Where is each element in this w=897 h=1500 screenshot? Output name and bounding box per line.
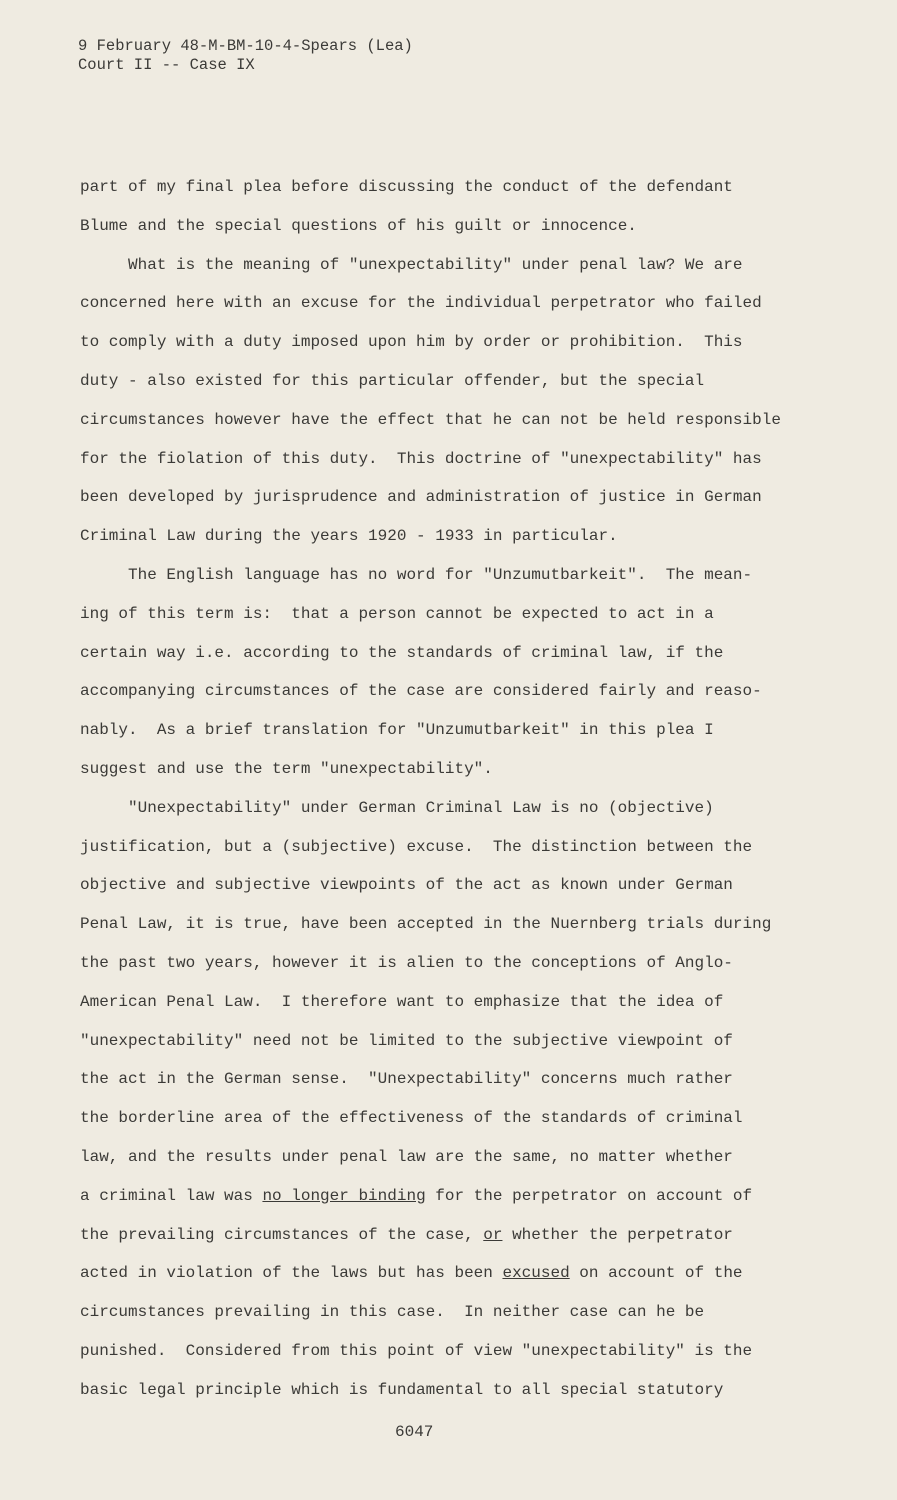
text-line <box>80 875 733 895</box>
text-segment: a criminal law was <box>80 1186 263 1205</box>
text-line <box>80 992 723 1012</box>
text-segment: whether the perpetrator <box>502 1225 733 1244</box>
text-segment: acted in violation of the laws but has been <box>80 1264 503 1283</box>
text-line <box>80 1108 743 1128</box>
text-line <box>80 1302 704 1322</box>
text-segment: the act in the German sense. "Unexpectability" concerns much rather <box>80 1070 733 1089</box>
text-line <box>80 1380 723 1400</box>
text-line <box>80 332 743 352</box>
text-segment: certain way i.e. according to the standards of criminal law, if the <box>80 643 724 662</box>
text-line <box>80 837 752 857</box>
text-line <box>80 720 714 740</box>
text-segment: on account of the <box>569 1264 743 1283</box>
text-line <box>80 487 762 507</box>
underlined-text: or <box>483 1225 503 1244</box>
text-segment: concerned here with an excuse for the individual perpetrator who failed <box>80 294 762 313</box>
text-segment: the borderline area of the effectiveness of the standards of criminal <box>80 1109 743 1128</box>
text-line <box>80 681 762 701</box>
text-line <box>80 1031 733 1051</box>
text-line <box>80 604 714 624</box>
text-segment: ing of this term is: that a person cannot be expected to act in a <box>80 604 714 623</box>
text-line <box>80 1225 733 1245</box>
underlined-text: excused <box>502 1264 570 1283</box>
text-line <box>80 1341 752 1361</box>
text-segment: What is the meaning of "unexpectability" under penal law? We are <box>128 255 743 274</box>
text-segment: nably. As a brief translation for "Unzumutbarkeit" in this plea I <box>80 721 714 740</box>
text-line <box>80 177 733 197</box>
text-segment: been developed by jurisprudence and administration of justice in German <box>80 488 762 507</box>
text-segment: accompanying circumstances of the case are considered fairly and reaso- <box>80 682 762 701</box>
text-segment: part of my final plea before discussing the conduct of the defendant <box>80 178 733 196</box>
text-line <box>80 216 637 236</box>
text-segment: The English language has no word for "Unzumutbarkeit". The mean- <box>128 566 753 584</box>
text-segment: Penal Law, it is true, have been accepted in the Nuernberg trials during <box>80 915 772 934</box>
text-line <box>80 526 618 546</box>
text-line <box>80 914 771 934</box>
text-line <box>80 293 762 313</box>
text-line <box>80 449 762 469</box>
text-line <box>80 1147 733 1167</box>
text-segment: the past two years, however it is alien to the conceptions of Anglo- <box>80 954 733 972</box>
text-segment: justification, but a (subjective) excuse. The distinction between the <box>80 837 753 856</box>
text-line <box>80 759 493 779</box>
text-segment: law, and the results under penal law are the same, no matter whether <box>80 1148 733 1166</box>
text-segment: circumstances however have the effect that he can not be held responsible <box>80 410 781 429</box>
text-line <box>128 255 743 275</box>
text-line <box>80 371 704 391</box>
text-segment: "unexpectability" need not be limited to the subjective viewpoint of <box>80 1031 733 1050</box>
text-segment: for the fiolation of this duty. This doctrine of "unexpectability" has <box>80 449 762 468</box>
text-segment: for the perpetrator on account of <box>425 1186 753 1205</box>
text-segment: Criminal Law during the years 1920 - 1933 in particular. <box>80 527 618 546</box>
text-segment: objective and subjective viewpoints of the act as known under German <box>80 876 733 895</box>
text-line <box>80 953 733 973</box>
text-segment: to comply with a duty imposed upon him by order or prohibition. This <box>80 333 743 352</box>
text-line <box>80 643 723 663</box>
text-segment: circumstances prevailing in this case. In neither case can he be <box>80 1303 705 1322</box>
text-segment: duty - also existed for this particular offender, but the special <box>80 372 705 390</box>
text-line <box>128 565 752 585</box>
underlined-text: no longer binding <box>262 1186 426 1205</box>
text-segment: suggest and use the term "unexpectability". <box>80 760 493 778</box>
header-line-2: Court II -- Case IX <box>78 56 255 74</box>
page-number: 6047 <box>395 1423 434 1441</box>
text-segment: punished. Considered from this point of view "unexpectability" is the <box>80 1342 753 1360</box>
text-segment: Blume and the special questions of his guilt or innocence. <box>80 216 637 235</box>
text-segment: the prevailing circumstances of the case, <box>80 1225 484 1244</box>
text-segment: "Unexpectability" under German Criminal Law is no (objective) <box>128 798 714 817</box>
text-line <box>128 798 714 818</box>
text-line <box>80 410 781 430</box>
text-line <box>80 1263 743 1283</box>
text-line <box>80 1069 733 1089</box>
header-line-1: 9 February 48-M-BM-10-4-Spears (Lea) <box>78 37 413 55</box>
text-segment: American Penal Law. I therefore want to emphasize that the idea of <box>80 992 724 1011</box>
text-segment: basic legal principle which is fundamental to all special statutory <box>80 1380 724 1399</box>
text-line <box>80 1186 752 1206</box>
